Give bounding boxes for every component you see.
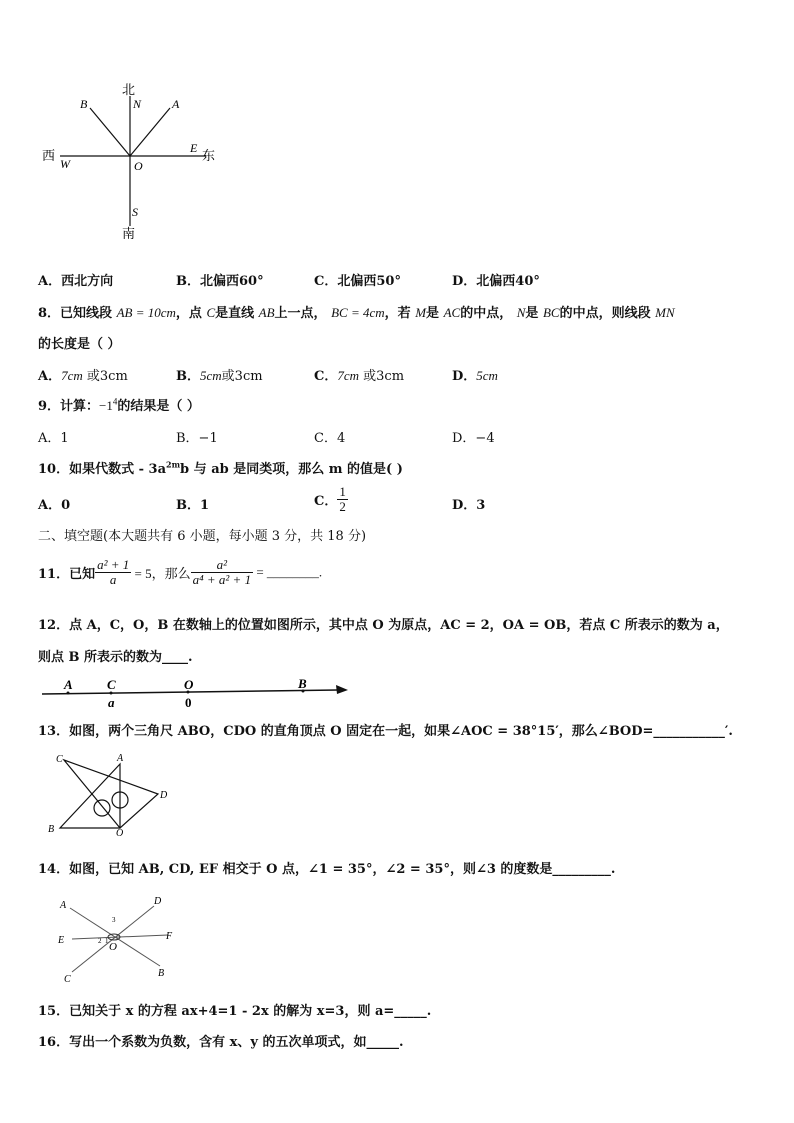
- intersecting-lines-figure: [56, 890, 186, 986]
- q12-question-line2: 则点 B 所表示的数为____.: [38, 650, 193, 665]
- label-O: O: [109, 941, 117, 953]
- q15-question: 15．已知关于 x 的方程 ax+4=1 - 2x 的解为 x=3，则 a=_____.: [38, 1004, 432, 1019]
- label-B: B: [48, 824, 55, 835]
- label-C: C: [56, 754, 63, 765]
- q7-option-c: C．北偏西50°: [314, 274, 401, 289]
- label-O: O: [184, 677, 194, 692]
- label-A: A: [117, 753, 124, 764]
- q14-question: 14．如图，已知 AB, CD, EF 相交于 O 点，∠1 = 35°，∠2 = 35°，则∠3 的度数是_________.: [38, 862, 616, 877]
- q11-question: 11．已知 $\frac{\text{a² + 1}}{a}$ = 5，那么 $\frac{\text{a²}}{\text{a⁴ + a² + 1}}$ = ________.: [38, 557, 323, 587]
- q9-option-d: D．−4: [452, 431, 495, 446]
- label-O: O: [116, 828, 124, 838]
- compass-figure: [38, 78, 238, 248]
- label-C: C: [107, 677, 116, 692]
- q7-option-a: A．西北方向: [38, 274, 114, 289]
- label-zero: 0: [185, 695, 192, 710]
- label-south: 南: [122, 226, 136, 241]
- label-C: C: [64, 974, 71, 985]
- q7-option-d: D．北偏西40°: [452, 274, 540, 289]
- q8-option-a: A．7cm 或3cm: [38, 368, 128, 384]
- label-E: E: [190, 141, 198, 155]
- label-angle-1: 1: [105, 937, 109, 945]
- q9-question: 9．计算：$-1^4$的结果是（ ）: [38, 396, 200, 414]
- ruler-hole-1: [94, 800, 110, 816]
- label-A: A: [172, 97, 180, 111]
- triangle-rulers-figure: [44, 750, 174, 838]
- q10-option-c: C． $\frac{1}{2}$: [314, 484, 346, 514]
- q10-option-a: A．0: [38, 498, 71, 513]
- label-east: 东: [202, 148, 216, 163]
- q9-option-c: C．4: [314, 431, 346, 446]
- label-O: O: [134, 159, 143, 173]
- label-S: S: [132, 205, 138, 219]
- ray-OA: [130, 108, 170, 156]
- triangle-CDO: [64, 760, 158, 828]
- q12-question-line1: 12．点 A，C，O，B 在数轴上的位置如图所示，其中点 O 为原点，AC = 2，OA = OB，若点 C 所表示的数为 a，: [38, 618, 729, 633]
- q8-question-line2: 的长度是（ ）: [38, 337, 121, 352]
- q8-option-b: B．5cm或3cm: [176, 368, 263, 384]
- q8-option-c: C．7cm 或3cm: [314, 368, 405, 384]
- label-west: 西: [42, 148, 56, 163]
- label-W: W: [60, 157, 70, 171]
- q8-question: 8．已知线段 AB = 10cm，点 C是直线 AB上一点， BC = 4cm，若 M是 AC的中点， N是 BC的中点，则线段 MN: [38, 305, 675, 321]
- q7-option-b: B．北偏西60°: [176, 274, 264, 289]
- label-A: A: [60, 900, 67, 911]
- triangle-ABO: [60, 764, 120, 828]
- label-angle-3: 3: [112, 916, 116, 924]
- q10-question: 10．如果代数式 - $3a^{2m}b$ 与 ab 是同类项，那么 m 的值是( ): [38, 459, 403, 477]
- label-D: D: [154, 896, 162, 907]
- section2-heading: 二、填空题(本大题共有 6 小题，每小题 3 分，共 18 分): [38, 529, 367, 544]
- label-E: E: [58, 935, 65, 946]
- q10-option-d: D．3: [452, 498, 486, 513]
- ray-OB: [90, 108, 130, 156]
- label-B: B: [298, 676, 307, 691]
- label-B: B: [158, 968, 165, 979]
- number-line-figure: [38, 676, 358, 712]
- label-north: 北: [122, 82, 136, 97]
- label-F: F: [166, 931, 173, 942]
- label-D: D: [160, 790, 168, 801]
- label-a: a: [108, 695, 115, 710]
- label-A: A: [64, 677, 73, 692]
- q13-question: 13．如图，两个三角尺 ABO，CDO 的直角顶点 O 固定在一起，如果∠AOC = 38°15′，那么∠BOD=___________′.: [38, 724, 733, 739]
- number-line-arrow: [336, 685, 348, 694]
- q9-option-a: A．1: [38, 431, 69, 446]
- q9-option-b: B．−1: [176, 431, 218, 446]
- q10-option-b: B．1: [176, 498, 210, 513]
- q16-question: 16．写出一个系数为负数，含有 x、y 的五次单项式，如_____.: [38, 1035, 404, 1050]
- label-N: N: [133, 97, 142, 111]
- label-angle-2: 2: [98, 937, 102, 945]
- q8-option-d: D．5cm: [452, 368, 498, 384]
- label-B: B: [80, 97, 88, 111]
